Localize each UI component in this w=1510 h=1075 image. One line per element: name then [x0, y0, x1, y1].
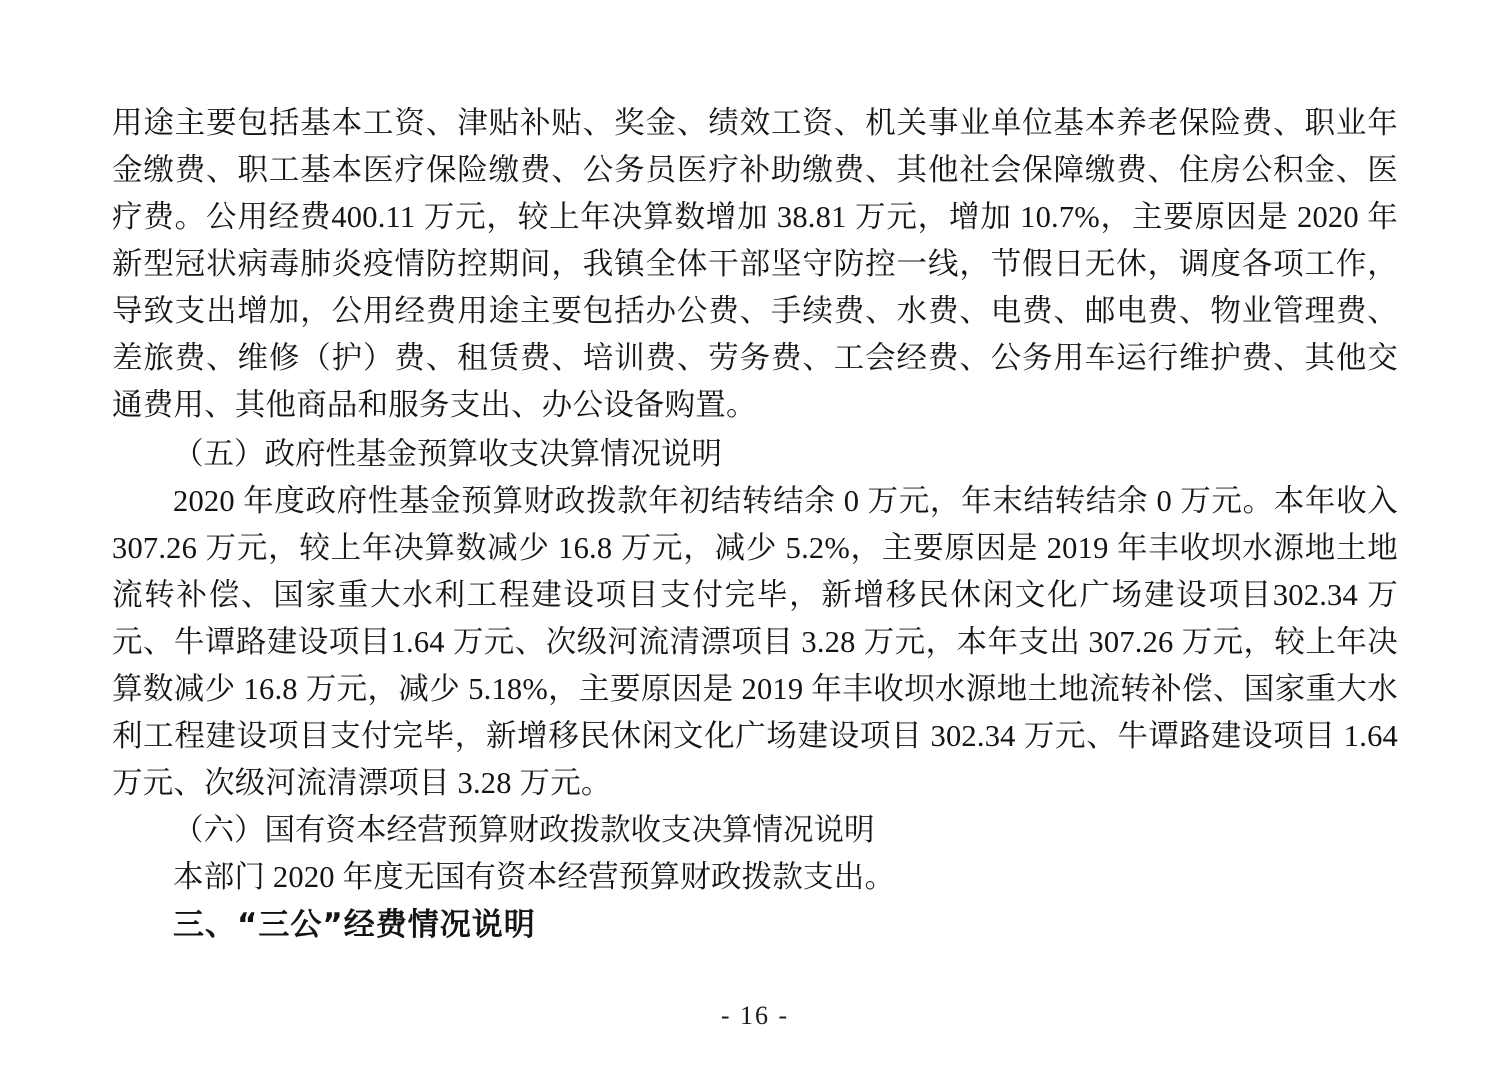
- heading-government-fund-budget: （五）政府性基金预算收支决算情况说明: [173, 437, 722, 471]
- paragraph-government-fund-budget-detail: 2020 年度政府性基金预算财政拨款年初结转结余 0 万元，年末结转结余 0 万元。本年收入 307.26 万元，较上年决算数减少 16.8 万元，减少 5.2%，主要原因是 2019 年丰收坝水源地土地流转补偿、国家重大水利工程建设项目支付完毕，新增移民休闲文化广场建设项目302.34 万元、牛谭路建设项目1.64 万元、次级河流清漂项目 3.28 万元，本年支出 307.26 万元，较上年决算数减少 16.8 万元，减少 5.18%，主要原因是 2019 年丰收坝水源地土地流转补偿、国家重大水利工程建设项目支付完毕，新增移民休闲文化广场建设项目 302.34 万元、牛谭路建设项目 1.64 万元、次级河流清漂项目 3.28 万元。: [112, 484, 1398, 800]
- heading-state-capital-operating-budget: （六）国有资本经营预算财政拨款收支决算情况说明: [173, 813, 875, 847]
- heading-three-public-expenses: 三、“三公”经费情况说明: [173, 907, 536, 943]
- paragraph-state-capital-operating-budget-detail: 本部门 2020 年度无国有资本经营预算财政拨款支出。: [173, 860, 896, 894]
- page-number: - 16 -: [720, 1001, 790, 1030]
- paragraph-basic-expenditure-usage: 用途主要包括基本工资、津贴补贴、奖金、绩效工资、机关事业单位基本养老保险费、职业年金缴费、职工基本医疗保险缴费、公务员医疗补助缴费、其他社会保障缴费、住房公积金、医疗费。公用经费400.11 万元，较上年决算数增加 38.81 万元，增加 10.7%，主要原因是 2020 年新型冠状病毒肺炎疫情防控期间，我镇全体干部坚守防控一线，节假日无休，调度各项工作，导致支出增加，公用经费用途主要包括办公费、手续费、水费、电费、邮电费、物业管理费、差旅费、维修（护）费、租赁费、培训费、劳务费、工会经费、公务用车运行维护费、其他交通费用、其他商品和服务支出、办公设备购置。: [112, 106, 1398, 422]
